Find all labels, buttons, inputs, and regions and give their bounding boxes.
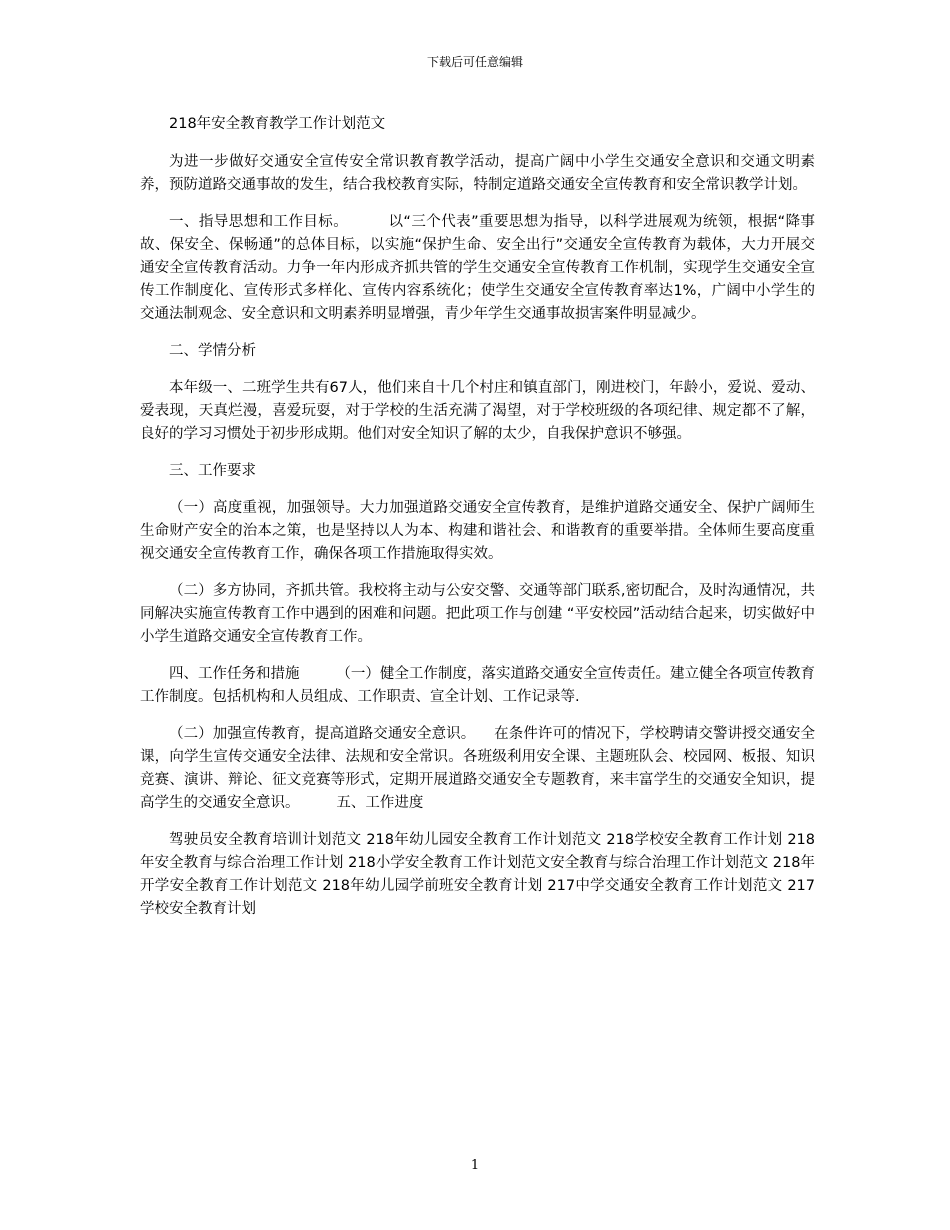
paragraph-publicity-education: （二）加强宣传教育，提高道路交通安全意识。 在条件许可的情况下，学校聘请交警讲授交通安全课，向学生宣传交通安全法律、法规和安全常识。各班级利用安全课、主题班队会、校园网、板报、知识竞赛、演讲、辩论、征文竞赛等形式，定期开展道路交通安全专题教育，来丰富学生的交通安全知识，提高学生的交通安全意识。 五、工作进度 xyxy=(140,726,815,811)
paragraph-related-links: 驾驶员安全教育培训计划范文 218年幼儿园安全教育工作计划范文 218学校安全教育工作计划 218年安全教育与综合治理工作计划 218小学安全教育工作计划范文安全教育与综合治理工作计划范文 218年开学安全教育工作计划范文 218年幼儿园学前班安全教育计划 217中学交通安全教育工作计划范文 217学校安全教育计划 xyxy=(140,832,815,917)
paragraph-requirement-2: （二）多方协同，齐抓共管。我校将主动与公安交警、交通等部门联系,密切配合，及时沟通情况，共同解决实施宣传教育工作中遇到的困难和问题。把此项工作与创建 “平安校园”活动结合起来，切实做好中小学生道路交通安全宣传教育工作。 xyxy=(140,583,815,645)
heading-work-requirements: 三、工作要求 xyxy=(169,463,256,479)
header-text: 下载后可任意编辑 xyxy=(426,55,523,69)
page-number: 1 xyxy=(470,1158,480,1173)
paragraph-tasks-measures: 四、工作任务和措施 （一）健全工作制度，落实道路交通安全宣传责任。建立健全各项宣传教育工作制度。包括机构和人员组成、工作职责、宣全计划、工作记录等. xyxy=(140,666,815,705)
page-header xyxy=(0,54,950,70)
paragraph-requirement-1: （一）高度重视，加强领导。大力加强道路交通安全宣传教育，是维护道路交通安全、保护广阔师生生命财产安全的治本之策，也是坚持以人为本、构建和谐社会、和谐教育的重要举措。全体师生要高度重视交通安全宣传教育工作，确保各项工作措施取得实效。 xyxy=(140,500,815,562)
heading-student-analysis: 二、学情分析 xyxy=(169,343,256,359)
document-title: 218年安全教育教学工作计划范文 xyxy=(169,116,386,132)
paragraph-guiding-ideology: 一、指导思想和工作目标。 以“三个代表”重要思想为指导，以科学进展观为统领，根据“降事故、保安全、保畅通”的总体目标，以实施“保护生命、安全出行”交通安全宣传教育为载体，大力开展交通安全宣传教育活动。力争一年内形成齐抓共管的学生交通安全宣传教育工作机制，实现学生交通安全宣传工作制度化、宣传形式多样化、宣传内容系统化；使学生交通安全宣传教育率达1%，广阔中小学生的交通法制观念、安全意识和文明素养明显增强，青少年学生交通事故损害案件明显减少。 xyxy=(140,214,815,322)
paragraph-student-analysis: 本年级一、二班学生共有67人，他们来自十几个村庄和镇直部门，刚进校门，年龄小，爱说、爱动、爱表现，天真烂漫，喜爱玩耍，对于学校的生活充满了渴望，对于学校班级的各项纪律、规定都不了解，良好的学习习惯处于初步形成期。他们对安全知识了解的太少，自我保护意识不够强。 xyxy=(140,380,815,442)
paragraph-intro: 为进一步做好交通安全宣传安全常识教育教学活动，提高广阔中小学生交通安全意识和交通文明素养，预防道路交通事故的发生，结合我校教育实际，特制定道路交通安全宣传教育和安全常识教学计划。 xyxy=(140,154,815,193)
page-footer xyxy=(0,1158,950,1174)
document-body xyxy=(140,113,815,935)
